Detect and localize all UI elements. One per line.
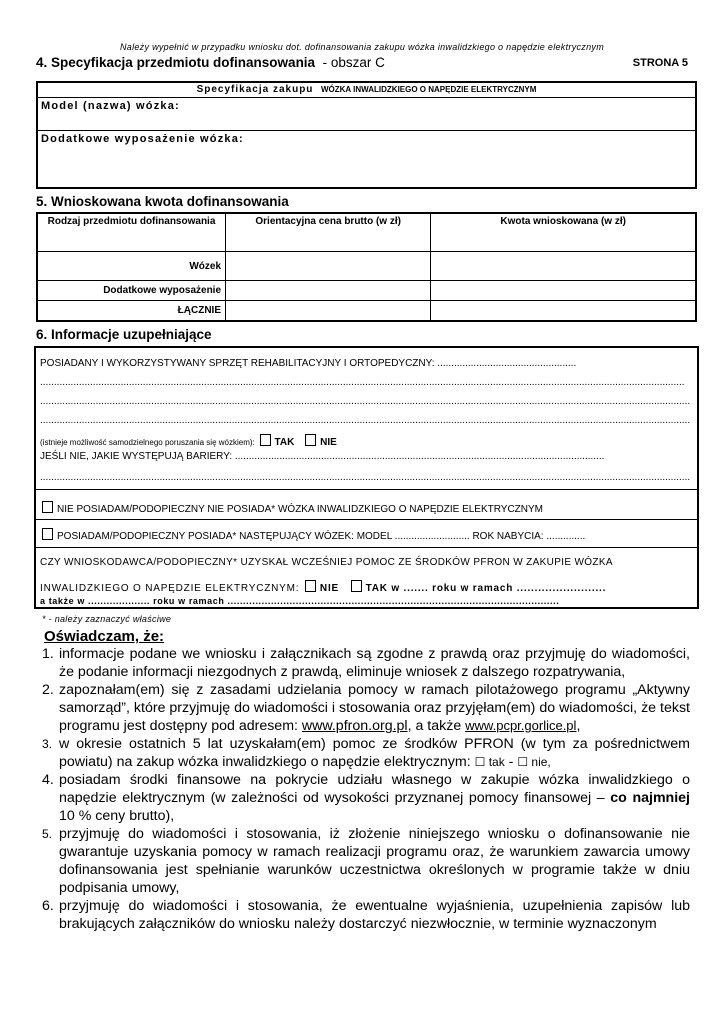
divider bbox=[36, 519, 697, 520]
footnote: * - należy zaznaczyć właściwe bbox=[42, 614, 172, 624]
section-5-title: 5. Wnioskowana kwota dofinansowania bbox=[36, 194, 289, 209]
col-header-amount: Kwota wnioskowana (w zł) bbox=[431, 213, 696, 252]
extra-equipment-label: Dodatkowe wyposażenie wózka: bbox=[41, 133, 244, 145]
list-item: 6. przyjmuję do wiadomości i stosowania, że ewentualne wyjaśnienia, uzupełnienia zapisów lub brakujących załączników do wniosku należy dostarczyć niezwłocznie, w terminie wyznaczonym bbox=[42, 898, 690, 932]
pfron-link[interactable]: www.pfron.org.pl bbox=[301, 718, 408, 734]
dots-line[interactable]: .......................................................................................................................................................................................................................................... bbox=[40, 415, 691, 426]
pfron-also-line[interactable]: a także w .................... roku w ramach ........................................................................................................... bbox=[40, 596, 560, 606]
equipment-line[interactable]: POSIADANY I WYKORZYSTYWANY SPRZĘT REHABILITACYJNY I ORTOPEDYCZNY: .................................................. bbox=[40, 358, 577, 369]
no-wheelchair-checkbox[interactable] bbox=[42, 501, 53, 513]
independent-movement-row bbox=[40, 434, 337, 448]
has-wheelchair-row bbox=[40, 528, 585, 542]
model-label: Model (nazwa) wózka: bbox=[41, 100, 180, 112]
page-number: STRONA 5 bbox=[632, 57, 688, 69]
amount-cell-total[interactable] bbox=[431, 301, 696, 321]
dots-line[interactable]: .......................................................................................................................................................................................................................................... bbox=[40, 472, 691, 483]
has-wheelchair-checkbox[interactable] bbox=[42, 528, 53, 540]
pfron-answer-row bbox=[40, 580, 606, 594]
list-item: 1. informacje podane we wniosku i załącznikach są zgodne z prawdą oraz przyjmuję do wiadomości, że podanie informacji niezgodnych z prawdą, eliminuje wniosek z dalszego rozpatrywania, bbox=[42, 646, 690, 680]
list-item: 2. zapoznałam(em) się z zasadami udzielania pomocy w ramach pilotażowego programu „Aktywny samorząd”, które przyjmuję do wiadomości i stosowania oraz przyjęłam(em) do wiadomości, że tekst programu jest dostępny pod adresem: www.pfron.org.pl, a także www.pcpr.gorlice.pl, bbox=[42, 682, 690, 734]
amount-cell-extra[interactable] bbox=[431, 281, 696, 301]
price-cell-extra[interactable] bbox=[226, 281, 431, 301]
row-label-extra: Dodatkowe wyposażenie bbox=[37, 281, 226, 301]
yes-checkbox[interactable] bbox=[260, 434, 271, 446]
col-header-item: Rodzaj przedmiotu dofinansowania bbox=[37, 213, 226, 252]
no-checkbox[interactable] bbox=[305, 434, 316, 446]
purchase-spec-header: Specyfikacja zakupu WÓZKA INWALIDZKIEGO O NAPĘDZIE ELEKTRYCZNYM bbox=[38, 83, 695, 98]
dots-line[interactable]: .......................................................................................................................................................................................................................................... bbox=[40, 396, 691, 407]
pfron-question-cont: INWALIDZKIEGO O NAPĘDZIE ELEKTRYCZNYM: bbox=[40, 583, 300, 594]
price-cell-wheelchair[interactable] bbox=[226, 252, 431, 281]
no-label: NIE bbox=[320, 437, 337, 448]
pcpr-link[interactable]: www.pcpr.gorlice.pl bbox=[465, 718, 577, 733]
declaration-list bbox=[38, 645, 690, 933]
list-item: 3. w okresie ostatnich 5 lat uzyskałam(em) pomoc ze środków PFRON (w tym za pośrednictwem powiatu) na zakup wózka inwalidzkiego o napędzie elektrycznym: ☐ tak - ☐ nie, bbox=[42, 736, 690, 770]
pfron-question: CZY WNIOSKODAWCA/PODOPIECZNY* UZYSKAŁ WCZEŚNIEJ POMOC ZE ŚRODKÓW PFRON W ZAKUPIE WÓZKA bbox=[40, 557, 613, 568]
price-cell-total[interactable] bbox=[226, 301, 431, 321]
extra-equipment-field[interactable] bbox=[38, 131, 695, 147]
row-label-wheelchair: Wózek bbox=[37, 252, 226, 281]
divider bbox=[36, 489, 697, 490]
funding-table bbox=[36, 212, 697, 322]
additional-info-box bbox=[34, 346, 699, 609]
no-wheelchair-label: NIE POSIADAM/PODOPIECZNY NIE POSIADA* WÓZKA INWALIDZKIEGO O NAPĘDZIE ELEKTRYCZNYM bbox=[57, 504, 544, 515]
has-wheelchair-label: POSIADAM/PODOPIECZNY POSIADA* NASTĘPUJĄCY WÓZEK: MODEL ........................... ROK NABYCIA: .............. bbox=[57, 531, 586, 542]
barriers-line[interactable]: JEŚLI NIE, JAKIE WYSTĘPUJĄ BARIERY: ..................................................................................................................................... bbox=[40, 451, 605, 462]
section-6-title: 6. Informacje uzupełniające bbox=[36, 327, 212, 342]
independent-movement-label: (istnieje możliwość samodzielnego poruszania się wózkiem): bbox=[40, 438, 255, 447]
pfron-no-label: NIE bbox=[319, 583, 339, 594]
tak-option[interactable]: ☐ tak bbox=[474, 755, 505, 769]
section-4-title: 4. Specyfikacja przedmiotu dofinansowania - obszar C bbox=[36, 55, 385, 70]
no-wheelchair-row bbox=[40, 501, 543, 515]
amount-cell-wheelchair[interactable] bbox=[431, 252, 696, 281]
divider bbox=[36, 547, 697, 548]
list-item: 5. przyjmuję do wiadomości i stosowania, iż złożenie niniejszego wniosku o dofinansowanie nie gwarantuje uzyskania pomocy w ramach realizacji programu oraz, że warunkiem zawarcia umowy dofinansowania jest spełnianie warunków uczestnictwa określonych w programie także w dniu podpisania umowy, bbox=[42, 826, 690, 896]
row-label-total: ŁĄCZNIE bbox=[37, 301, 226, 321]
purchase-spec-box bbox=[36, 81, 697, 189]
model-field[interactable] bbox=[38, 98, 695, 131]
list-item: 4. posiadam środki finansowe na pokrycie udziału własnego w zakupie wózka inwalidzkiego o napędzie elektrycznym (w zależności od wysokości przyznanej pomocy finansowej – co najmniej 10 % ceny brutto), bbox=[42, 772, 690, 824]
pfron-yes-label: TAK w ....... roku w ramach ......................... bbox=[365, 583, 607, 594]
col-header-price: Orientacyjna cena brutto (w zł) bbox=[226, 213, 431, 252]
declaration-title: Oświadczam, że: bbox=[44, 628, 165, 645]
pfron-yes-checkbox[interactable] bbox=[351, 580, 362, 592]
yes-label: TAK bbox=[274, 437, 295, 448]
instruction-note: Należy wypełnić w przypadku wniosku dot. dofinansowania zakupu wózka inwalidzkiego o napędzie elektrycznym bbox=[119, 42, 605, 52]
nie-option[interactable]: ☐ nie, bbox=[517, 755, 551, 769]
pfron-no-checkbox[interactable] bbox=[305, 580, 316, 592]
dots-line[interactable]: ........................................................................................................................................................................................................................................ bbox=[40, 377, 685, 388]
